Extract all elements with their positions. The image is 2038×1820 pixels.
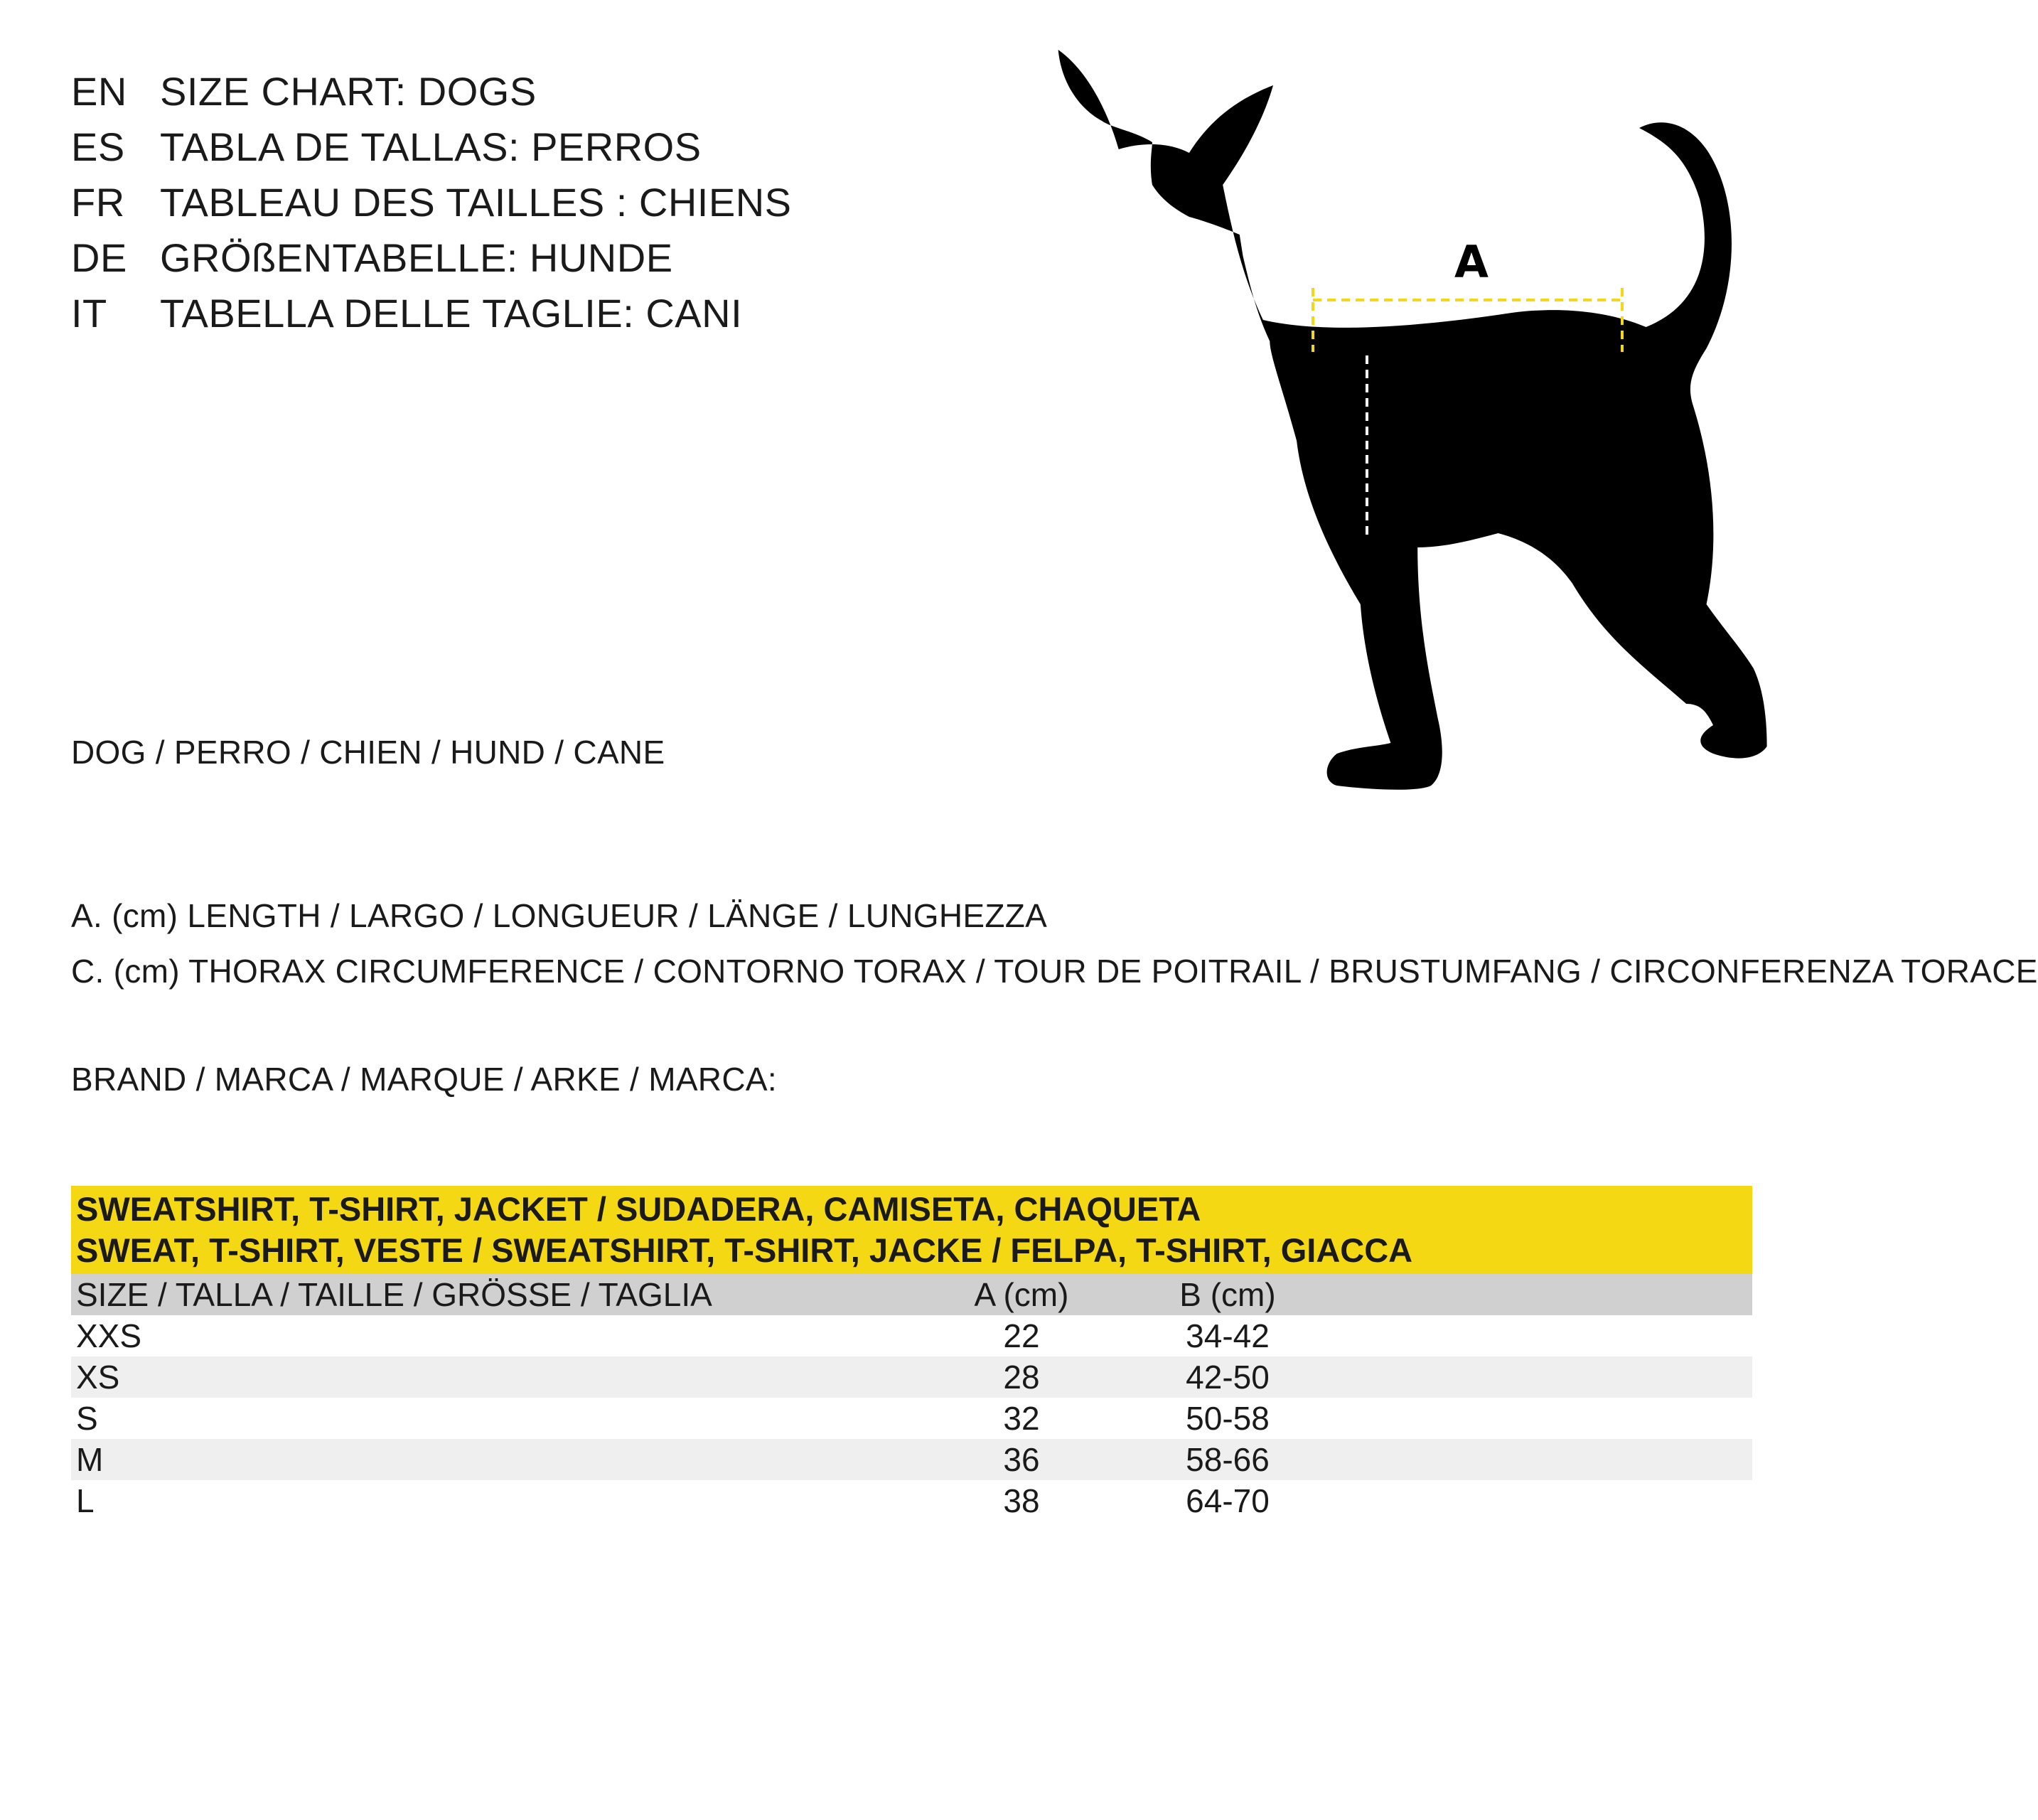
size-cell: XXS [76,1317,142,1354]
column-header-b: B (cm) [1179,1276,1276,1313]
size-cell: S [76,1400,98,1437]
legend-length: A. (cm) LENGTH / LARGO / LONGUEUR / LÄNGE / LUNGHEZZA [71,897,1048,934]
title-it [71,286,792,341]
title-text: SIZE CHART: DOGS [160,69,537,114]
table-heading-line-1: SWEATSHIRT, T-SHIRT, JACKET / SUDADERA, CAMISETA, CHAQUETA [76,1190,1201,1228]
language-code: IT [71,291,107,336]
size-cell: L [76,1482,95,1519]
table-row [71,1356,1752,1398]
language-code: EN [71,69,127,114]
title-text: TABLEAU DES TAILLES : CHIENS [160,180,792,225]
a-cell: 28 [1003,1359,1040,1396]
table-row [71,1480,1752,1521]
measure-b-label: B [1350,549,1384,601]
measure-a-label: A [1454,236,1489,288]
size-table [71,1186,1752,1521]
a-cell: 32 [1003,1400,1040,1437]
table-row [71,1315,1752,1356]
title-de [71,230,792,286]
size-cell: M [76,1441,104,1478]
b-cell: 64-70 [1186,1482,1270,1519]
a-cell: 22 [1003,1317,1040,1354]
title-es [71,119,792,175]
language-code: ES [71,124,125,169]
b-cell: 42-50 [1186,1359,1270,1396]
title-text: GRÖßENTABELLE: HUNDE [160,235,673,280]
legend-thorax: C. (cm) THORAX CIRCUMFERENCE / CONTORNO TORAX / TOUR DE POITRAIL / BRUSTUMFANG / CIRCONFERENZA TORACE [71,953,2038,990]
a-cell: 38 [1003,1482,1040,1519]
brand-label: BRAND / MARCA / MARQUE / ARKE / MARCA: [71,1061,777,1098]
language-code: DE [71,235,127,280]
b-cell: 34-42 [1186,1317,1270,1354]
dog-silhouette [1058,50,1767,790]
title-fr [71,175,792,230]
b-cell: 58-66 [1186,1441,1270,1478]
title-text: TABLA DE TALLAS: PERROS [160,124,702,169]
a-cell: 36 [1003,1441,1040,1478]
title-en [71,64,792,119]
size-cell: XS [76,1359,120,1396]
size-chart-titles [71,64,792,341]
title-text: TABELLA DELLE TAGLIE: CANI [160,291,743,336]
b-cell: 50-58 [1186,1400,1270,1437]
column-header-a: A (cm) [974,1276,1069,1313]
table-row [71,1398,1752,1439]
dog-caption: DOG / PERRO / CHIEN / HUND / CANE [71,734,665,771]
table-column-headers [71,1274,1752,1315]
dog-measurement-diagram [1059,43,1770,789]
table-row [71,1439,1752,1480]
table-heading [71,1186,1752,1274]
column-header-size: SIZE / TALLA / TAILLE / GRÖSSE / TAGLIA [76,1276,712,1313]
language-code: FR [71,180,125,225]
table-heading-line-2: SWEAT, T-SHIRT, VESTE / SWEATSHIRT, T-SHIRT, JACKE / FELPA, T-SHIRT, GIACCA [76,1231,1413,1269]
